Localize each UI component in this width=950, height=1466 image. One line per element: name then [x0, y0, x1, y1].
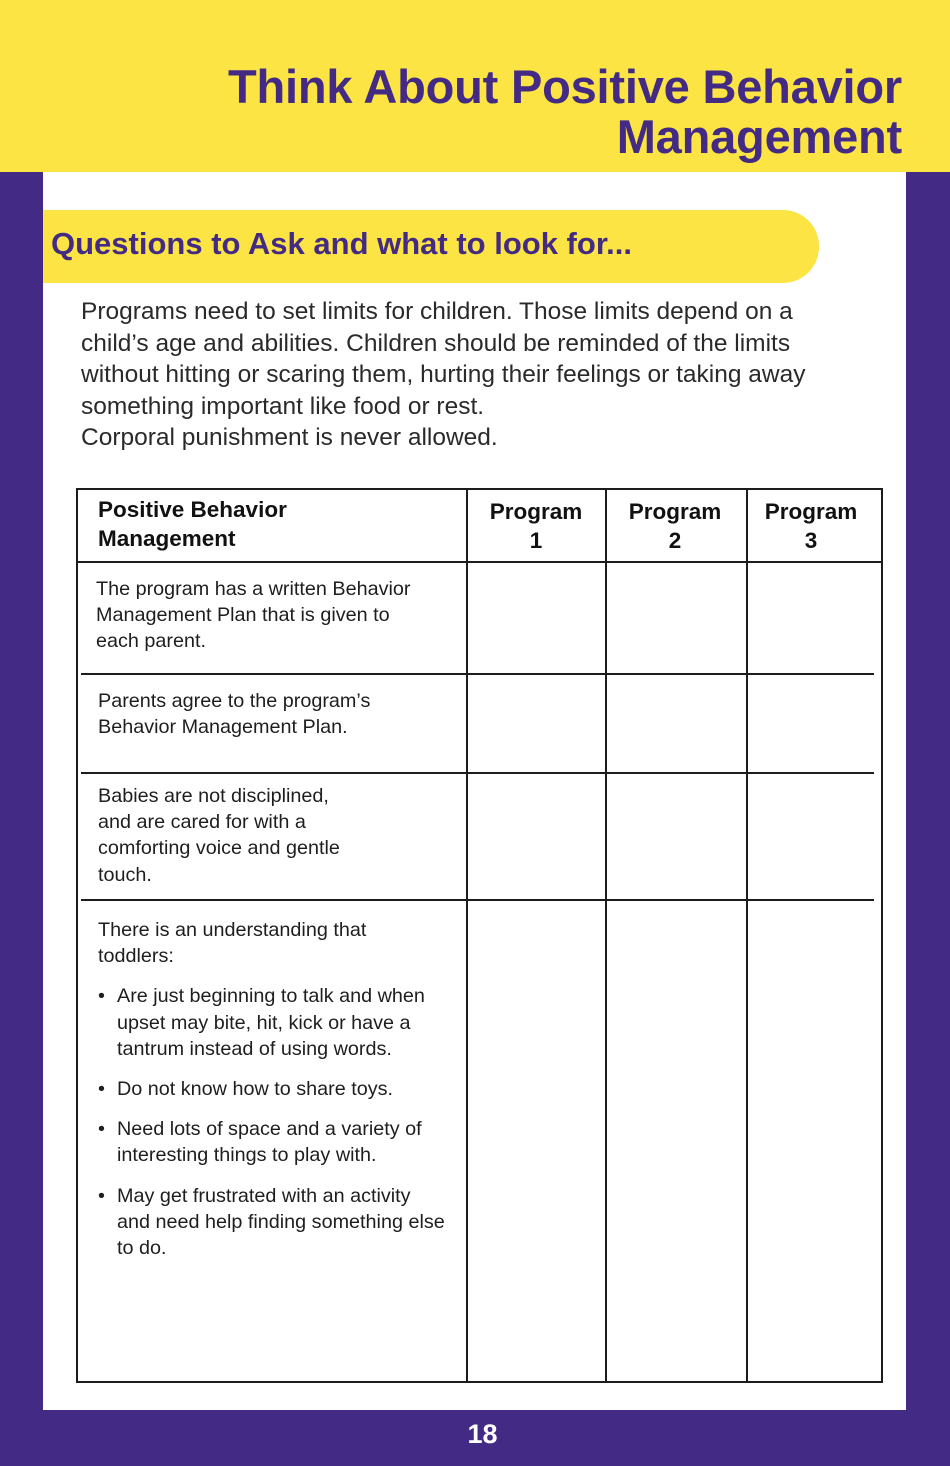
row-criterion: There is an understanding that toddlers: [98, 919, 367, 968]
list-item: • Do not know how to share toys. [98, 1076, 437, 1102]
row-criterion: The program has a written Behavior Management Plan that is given to each parent. [96, 578, 411, 653]
list-item: • May get frustrated with an activity and need help finding something else to do. [98, 1183, 447, 1262]
intro-paragraph [81, 296, 841, 454]
column-header-program-1: Program 1 [489, 499, 583, 553]
column-divider [746, 490, 748, 1381]
table-row [98, 917, 455, 1261]
column-header-behavior: Positive Behavior Management [98, 497, 287, 551]
list-item: • Are just beginning to talk and when upset may bite, hit, kick or have a tantrum instead of using words. [98, 983, 455, 1062]
table-row [98, 688, 413, 740]
intro-note: Corporal punishment is never allowed. [81, 424, 498, 452]
row-criterion: Babies are not disciplined, and are cared for with a comforting voice and gentle touch. [98, 785, 340, 886]
column-header-program-2: Program 2 [628, 499, 722, 553]
column-header-program-3: Program 3 [764, 499, 858, 553]
column-divider [466, 490, 468, 1381]
column-divider [605, 490, 607, 1381]
page-number: 18 [467, 1419, 498, 1449]
row-criterion: Parents agree to the program’s Behavior Management Plan. [98, 690, 371, 739]
page-title: Think About Positive Behavior Management [227, 60, 902, 163]
list-item: • Need lots of space and a variety of interesting things to play with. [98, 1116, 437, 1168]
section-heading: Questions to Ask and what to look for... [51, 226, 633, 261]
row-divider [81, 673, 874, 675]
section-banner [43, 210, 819, 283]
row-divider [81, 772, 874, 774]
row-divider [81, 899, 874, 901]
table-row [98, 783, 360, 888]
intro-text: Programs need to set limits for children. Those limits depend on a child’s age and abilities. Children should be reminded of the limits without hitting or scaring them, hurting their feelings or taking away something important like food or rest. [81, 298, 806, 420]
toddler-list [98, 983, 455, 1261]
checklist-table [76, 488, 883, 1383]
header-row-divider [78, 561, 881, 563]
header-band [0, 0, 950, 172]
table-row [96, 576, 431, 655]
